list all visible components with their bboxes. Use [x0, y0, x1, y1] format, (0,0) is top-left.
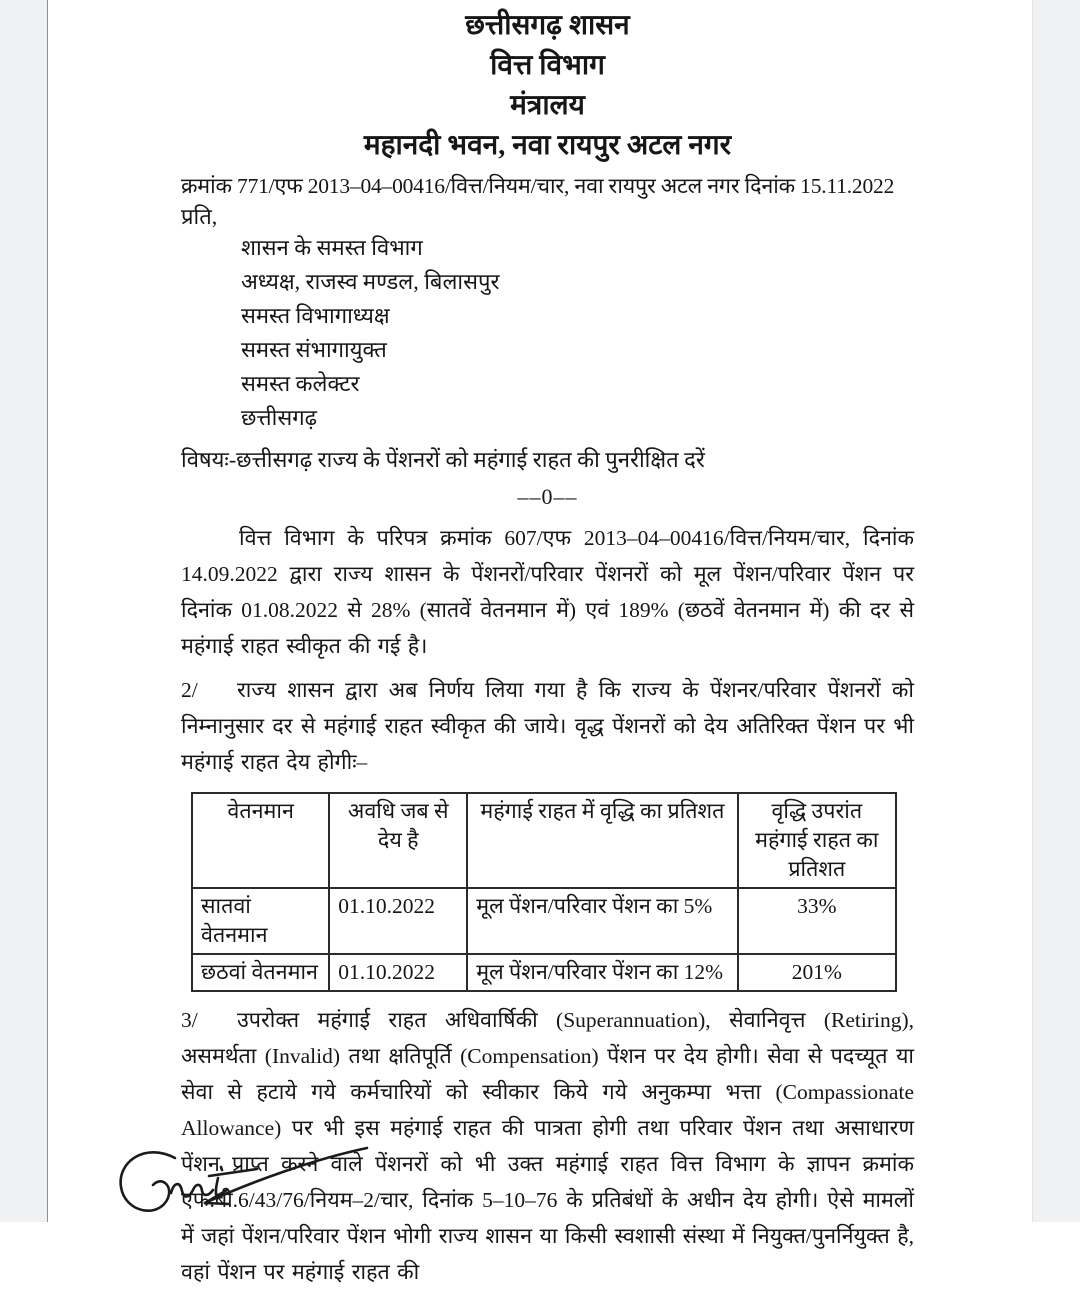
addressee-item: समस्त संभागायुक्त	[241, 337, 387, 362]
table-cell: 201%	[738, 954, 896, 991]
letterhead-government: छत्तीसगढ़ शासन	[465, 10, 630, 41]
addressee-item: शासन के समस्त विभाग	[241, 235, 423, 260]
table-header-row	[192, 793, 896, 888]
paragraph-1	[181, 520, 914, 664]
subject-line: विषयः-छत्तीसगढ़ राज्य के पेंशनरों को महंगाई राहत की पुनरीक्षित दरें	[181, 447, 705, 472]
document-page	[48, 0, 1032, 1284]
paragraph-2-text: राज्य शासन द्वारा अब निर्णय लिया गया है कि राज्य के पेंशनर/परिवार पेंशनरों को निम्नानुसार दर से महंगाई राहत स्वीकृत की जाये। वृद्ध पेंशनरों को देय अतिरिक्त पेंशन पर भी महंगाई राहत देय होगीः–	[181, 678, 914, 774]
table-cell: छठवां वेतनमान	[192, 954, 329, 991]
table-header-post-increase-percent: वृद्धि उपरांत महंगाई राहत का प्रतिशत	[738, 793, 896, 888]
table-row	[192, 954, 896, 991]
addressee-item: समस्त विभागाध्यक्ष	[241, 303, 390, 328]
letterhead-address: महानदी भवन, नवा रायपुर अटल नगर	[363, 130, 732, 161]
table-row	[192, 888, 896, 954]
handwritten-signature	[105, 1140, 395, 1220]
paragraph-1-text: वित्त विभाग के परिपत्र क्रमांक 607/एफ 2013–04–00416/वित्त/नियम/चार, दिनांक 14.09.2022 द्वारा राज्य शासन के पेंशनरों/परिवार पेंशनरों को मूल पेंशन/परिवार पेंशन पर दिनांक 01.08.2022 से 28% (सातवें वेतनमान में) एवं 189% (छठवें वेतनमान में) की दर से महंगाई राहत स्वीकृत की गई है।	[181, 526, 914, 658]
reference-number-line: क्रमांक 771/एफ 2013–04–00416/वित्त/नियम/चार, नवा रायपुर अटल नगर दिनांक 15.11.2022	[181, 174, 895, 198]
paragraph-2	[181, 672, 914, 780]
addressee-item: अध्यक्ष, राजस्व मण्डल, बिलासपुर	[241, 269, 500, 294]
table-cell: मूल पेंशन/परिवार पेंशन का 12%	[467, 954, 737, 991]
paragraph-2-number: 2/	[181, 678, 198, 702]
table-cell: 01.10.2022	[329, 888, 467, 954]
table-cell: सातवां वेतनमान	[192, 888, 329, 954]
scan-margin-left	[0, 0, 48, 1222]
table-header-pay-scale: वेतनमान	[192, 793, 329, 888]
table-cell: 33%	[738, 888, 896, 954]
table-header-period: अवधि जब से देय है	[329, 793, 467, 888]
addressee-item: छत्तीसगढ़	[241, 405, 317, 430]
section-separator: ––0––	[517, 484, 578, 509]
letterhead	[181, 6, 914, 166]
addressee-list	[241, 231, 914, 435]
letterhead-ministry: मंत्रालय	[510, 90, 585, 121]
letterhead-department: वित्त विभाग	[490, 50, 605, 81]
table-cell: 01.10.2022	[329, 954, 467, 991]
table-header-increase-percent: महंगाई राहत में वृद्धि का प्रतिशत	[467, 793, 737, 888]
dearness-relief-table	[191, 792, 897, 992]
addressee-item: समस्त कलेक्टर	[241, 371, 360, 396]
scan-margin-right	[1032, 0, 1080, 1222]
paragraph-3-text: उपरोक्त महंगाई राहत अधिवार्षिकी (Superannuation), सेवानिवृत्त (Retiring), असमर्थता (Invalid) तथा क्षतिपूर्ति (Compensation) पेंशन पर देय होगी। सेवा से पदच्यूत या सेवा से हटाये गये कर्मचारियों को स्वीकार किये गये अनुकम्पा भत्ता (Compassionate Allowance) पर भी इस महंगाई राहत की पात्रता होगी तथा परिवार पेंशन तथा असाधारण पेंशन प्राप्त करने वाले पेंशनरों को भी उक्त महंगाई राहत वित्त विभाग के ज्ञापन क्रमांक एफ.बी.6/43/76/नियम–2/चार, दिनांक 5–10–76 के प्रतिबंधों के अधीन देय होगी। ऐसे मामलों में जहां पेंशन/परिवार पेंशन भोगी राज्य शासन या किसी स्वशासी संस्था में नियुक्त/पुनर्नियुक्त है, वहां पेंशन पर महंगाई राहत की	[181, 1008, 914, 1284]
salutation: प्रति,	[181, 204, 218, 229]
paragraph-3-number: 3/	[181, 1008, 198, 1032]
table-cell: मूल पेंशन/परिवार पेंशन का 5%	[467, 888, 737, 954]
